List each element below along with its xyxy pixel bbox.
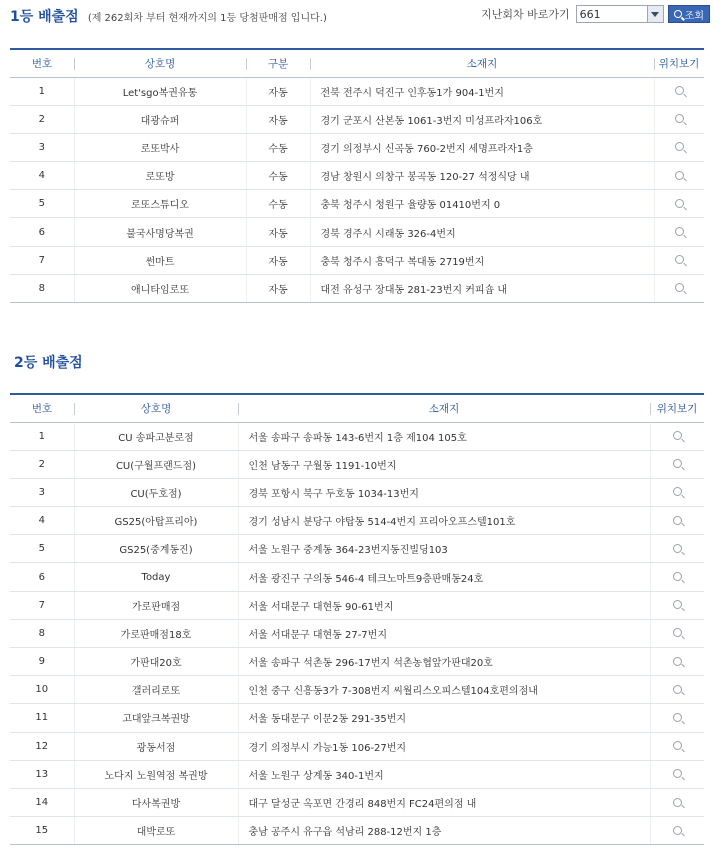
table-row bbox=[10, 105, 704, 133]
cell-address: 충남 공주시 유구읍 석남리 288-12번지 1층 bbox=[238, 817, 650, 845]
col-header-name bbox=[74, 49, 246, 77]
search-button[interactable] bbox=[668, 5, 710, 23]
table-row bbox=[10, 732, 704, 760]
cell-name: 대광슈퍼 bbox=[74, 105, 246, 133]
cell-location[interactable] bbox=[650, 507, 704, 535]
table-row bbox=[10, 507, 704, 535]
table-row bbox=[10, 591, 704, 619]
cell-address: 서울 서대문구 대현동 90-61번지 bbox=[238, 591, 650, 619]
magnifier-icon[interactable] bbox=[673, 487, 682, 496]
cell-location[interactable] bbox=[650, 760, 704, 788]
cell-location[interactable] bbox=[654, 162, 704, 190]
cell-location[interactable] bbox=[654, 246, 704, 274]
cell-name: GS25(중계동진) bbox=[74, 535, 238, 563]
magnifier-icon[interactable] bbox=[675, 283, 684, 292]
magnifier-icon[interactable] bbox=[675, 114, 684, 123]
table-row bbox=[10, 218, 704, 246]
magnifier-icon[interactable] bbox=[675, 86, 684, 95]
magnifier-icon[interactable] bbox=[675, 199, 684, 208]
cell-type: 자동 bbox=[246, 274, 310, 302]
col-header-location-label: 위치보기 bbox=[658, 57, 700, 70]
table-row bbox=[10, 450, 704, 478]
col-header-name-label: 상호명 bbox=[144, 57, 176, 70]
second-prize-table bbox=[10, 393, 704, 845]
cell-name: 가판대20호 bbox=[74, 648, 238, 676]
cell-no: 12 bbox=[10, 732, 74, 760]
section2-title: 2등 배출점 bbox=[14, 355, 83, 371]
section2-heading bbox=[14, 352, 83, 372]
table-row bbox=[10, 788, 704, 816]
cell-no: 4 bbox=[10, 507, 74, 535]
cell-location[interactable] bbox=[654, 133, 704, 161]
cell-location[interactable] bbox=[650, 422, 704, 450]
cell-name: Today bbox=[74, 563, 238, 591]
table-row bbox=[10, 274, 704, 302]
magnifier-icon[interactable] bbox=[673, 657, 682, 666]
cell-name: 가로판매점18호 bbox=[74, 619, 238, 647]
cell-no: 1 bbox=[10, 422, 74, 450]
col-header-no: 번호 bbox=[10, 49, 74, 77]
cell-no: 3 bbox=[10, 478, 74, 506]
table-row bbox=[10, 133, 704, 161]
cell-name: GS25(아탑프리아) bbox=[74, 507, 238, 535]
cell-address: 인천 남동구 구월동 1191-10번지 bbox=[238, 450, 650, 478]
magnifier-icon[interactable] bbox=[673, 826, 682, 835]
cell-location[interactable] bbox=[650, 676, 704, 704]
cell-name: 썬마트 bbox=[74, 246, 246, 274]
cell-no: 14 bbox=[10, 788, 74, 816]
cell-type: 자동 bbox=[246, 218, 310, 246]
col-header-address-label: 소재지 bbox=[466, 57, 498, 70]
cell-address: 경기 성남시 분당구 야탑동 514-4번지 프리아오프스텔101호 bbox=[238, 507, 650, 535]
cell-no: 2 bbox=[10, 105, 74, 133]
cell-address: 서울 노원구 중계동 364-23번지동진빌딩103 bbox=[238, 535, 650, 563]
magnifier-icon[interactable] bbox=[673, 516, 682, 525]
cell-address: 대전 유성구 장대동 281-23번지 커피숍 내 bbox=[310, 274, 654, 302]
cell-type: 자동 bbox=[246, 246, 310, 274]
cell-no: 5 bbox=[10, 190, 74, 218]
cell-name: 광동서점 bbox=[74, 732, 238, 760]
cell-address: 인천 중구 신흥동3가 7-308번지 씨월리스오피스텔104호편의점내 bbox=[238, 676, 650, 704]
cell-no: 6 bbox=[10, 218, 74, 246]
cell-no: 7 bbox=[10, 591, 74, 619]
cell-address: 충북 청주시 청원구 율량동 01410번지 0 bbox=[310, 190, 654, 218]
cell-no: 8 bbox=[10, 274, 74, 302]
cell-address: 전북 전주시 덕진구 인후동1가 904-1번지 bbox=[310, 77, 654, 105]
col-header-type bbox=[246, 49, 310, 77]
table-row bbox=[10, 535, 704, 563]
cell-location[interactable] bbox=[650, 704, 704, 732]
cell-no: 13 bbox=[10, 760, 74, 788]
round-select[interactable] bbox=[576, 5, 664, 23]
col-header-location bbox=[654, 49, 704, 77]
round-jump-label: 지난회차 바로가기 bbox=[481, 8, 570, 21]
cell-type: 자동 bbox=[246, 77, 310, 105]
cell-type: 수동 bbox=[246, 133, 310, 161]
magnifier-icon[interactable] bbox=[675, 227, 684, 236]
cell-location[interactable] bbox=[654, 105, 704, 133]
table-row bbox=[10, 619, 704, 647]
cell-no: 3 bbox=[10, 133, 74, 161]
cell-location[interactable] bbox=[650, 648, 704, 676]
cell-location[interactable] bbox=[650, 450, 704, 478]
col-header-name-label: 상호명 bbox=[140, 402, 172, 415]
cell-address: 서울 동대문구 이문2동 291-35번지 bbox=[238, 704, 650, 732]
magnifier-icon[interactable] bbox=[673, 685, 682, 694]
table-row bbox=[10, 704, 704, 732]
col-header-location-label: 위치보기 bbox=[656, 402, 698, 415]
cell-no: 6 bbox=[10, 563, 74, 591]
cell-address: 경북 포항시 북구 두호동 1034-13번지 bbox=[238, 478, 650, 506]
cell-address: 경기 의정부시 가능1동 106-27번지 bbox=[238, 732, 650, 760]
col-header-type-label: 구분 bbox=[267, 57, 289, 70]
top-bar bbox=[10, 4, 710, 26]
magnifier-icon[interactable] bbox=[673, 459, 682, 468]
magnifier-icon[interactable] bbox=[675, 255, 684, 264]
magnifier-icon[interactable] bbox=[673, 628, 682, 637]
magnifier-icon[interactable] bbox=[673, 600, 682, 609]
magnifier-icon[interactable] bbox=[673, 572, 682, 581]
cell-name: 다사복권방 bbox=[74, 788, 238, 816]
search-button-label: 조회 bbox=[684, 10, 704, 22]
magnifier-icon[interactable] bbox=[673, 769, 682, 778]
cell-name: 애니타임로또 bbox=[74, 274, 246, 302]
cell-address: 서울 노원구 상계동 340-1번지 bbox=[238, 760, 650, 788]
cell-address: 서울 광진구 구의동 546-4 테크노마트9층판매동24호 bbox=[238, 563, 650, 591]
cell-location[interactable] bbox=[654, 274, 704, 302]
col-header-address bbox=[238, 394, 650, 422]
cell-location[interactable] bbox=[650, 732, 704, 760]
cell-no: 1 bbox=[10, 77, 74, 105]
cell-name: CU(두호점) bbox=[74, 478, 238, 506]
cell-name: Let'sgo복권유통 bbox=[74, 77, 246, 105]
cell-no: 15 bbox=[10, 817, 74, 845]
cell-location[interactable] bbox=[654, 218, 704, 246]
cell-name: 대박로또 bbox=[74, 817, 238, 845]
cell-location[interactable] bbox=[650, 591, 704, 619]
cell-address: 경남 창원시 의창구 봉곡동 120-27 석정식당 내 bbox=[310, 162, 654, 190]
table-row bbox=[10, 760, 704, 788]
cell-name: 갤러리로또 bbox=[74, 676, 238, 704]
round-jump bbox=[481, 4, 710, 24]
table-row bbox=[10, 563, 704, 591]
cell-type: 수동 bbox=[246, 162, 310, 190]
cell-address: 경북 경주시 시래동 326-4번지 bbox=[310, 218, 654, 246]
cell-location[interactable] bbox=[654, 77, 704, 105]
table-row bbox=[10, 162, 704, 190]
cell-name: 불국사명당복권 bbox=[74, 218, 246, 246]
cell-type: 수동 bbox=[246, 190, 310, 218]
section1-title: 1등 배출점 bbox=[10, 9, 79, 25]
chevron-down-icon[interactable] bbox=[647, 6, 663, 22]
table-row bbox=[10, 422, 704, 450]
cell-location[interactable] bbox=[650, 619, 704, 647]
cell-location[interactable] bbox=[650, 817, 704, 845]
cell-no: 2 bbox=[10, 450, 74, 478]
cell-location[interactable] bbox=[650, 478, 704, 506]
magnifier-icon[interactable] bbox=[675, 171, 684, 180]
cell-address: 서울 송파구 송파동 143-6번지 1층 제104 105호 bbox=[238, 422, 650, 450]
search-icon bbox=[674, 10, 682, 18]
section1-heading bbox=[10, 6, 327, 26]
cell-address: 서울 서대문구 대현동 27-7번지 bbox=[238, 619, 650, 647]
magnifier-icon[interactable] bbox=[673, 713, 682, 722]
table-row bbox=[10, 676, 704, 704]
table-header bbox=[10, 49, 704, 77]
table-row bbox=[10, 77, 704, 105]
table-row bbox=[10, 246, 704, 274]
cell-location[interactable] bbox=[650, 788, 704, 816]
col-header-location bbox=[650, 394, 704, 422]
table-row bbox=[10, 478, 704, 506]
col-header-address bbox=[310, 49, 654, 77]
cell-address: 대구 달성군 옥포면 간경리 848번지 FC24편의점 내 bbox=[238, 788, 650, 816]
magnifier-icon[interactable] bbox=[675, 142, 684, 151]
cell-name: CU(구월프랜드점) bbox=[74, 450, 238, 478]
col-header-address-label: 소재지 bbox=[428, 402, 460, 415]
table-row bbox=[10, 648, 704, 676]
cell-location[interactable] bbox=[654, 190, 704, 218]
cell-location[interactable] bbox=[650, 563, 704, 591]
magnifier-icon[interactable] bbox=[673, 544, 682, 553]
table-row bbox=[10, 817, 704, 845]
first-prize-table bbox=[10, 48, 704, 303]
cell-name: CU 송파고분로점 bbox=[74, 422, 238, 450]
cell-address: 경기 의정부시 신곡동 760-2번지 세명프라자1층 bbox=[310, 133, 654, 161]
round-select-value: 661 bbox=[579, 7, 601, 21]
cell-no: 10 bbox=[10, 676, 74, 704]
cell-no: 7 bbox=[10, 246, 74, 274]
cell-type: 자동 bbox=[246, 105, 310, 133]
cell-name: 노다지 노원역점 복권방 bbox=[74, 760, 238, 788]
magnifier-icon[interactable] bbox=[673, 431, 682, 440]
cell-address: 서울 송파구 석촌동 296-17번지 석촌농협앞가판대20호 bbox=[238, 648, 650, 676]
table-row bbox=[10, 190, 704, 218]
cell-location[interactable] bbox=[650, 535, 704, 563]
table-header bbox=[10, 394, 704, 422]
cell-no: 8 bbox=[10, 619, 74, 647]
col-header-name bbox=[74, 394, 238, 422]
cell-no: 4 bbox=[10, 162, 74, 190]
cell-name: 로또스튜디오 bbox=[74, 190, 246, 218]
cell-no: 11 bbox=[10, 704, 74, 732]
col-header-no: 번호 bbox=[10, 394, 74, 422]
cell-name: 가로판매점 bbox=[74, 591, 238, 619]
cell-address: 충북 청주시 흥덕구 복대동 2719번지 bbox=[310, 246, 654, 274]
cell-name: 로또박사 bbox=[74, 133, 246, 161]
magnifier-icon[interactable] bbox=[673, 741, 682, 750]
section1-subtitle: (제 262회차 부터 현재까지의 1등 당첨판매점 입니다.) bbox=[87, 13, 327, 24]
cell-name: 로또방 bbox=[74, 162, 246, 190]
magnifier-icon[interactable] bbox=[673, 798, 682, 807]
cell-no: 5 bbox=[10, 535, 74, 563]
cell-address: 경기 군포시 산본동 1061-3번지 미성프라자106호 bbox=[310, 105, 654, 133]
cell-no: 9 bbox=[10, 648, 74, 676]
cell-name: 고대앞크복권방 bbox=[74, 704, 238, 732]
